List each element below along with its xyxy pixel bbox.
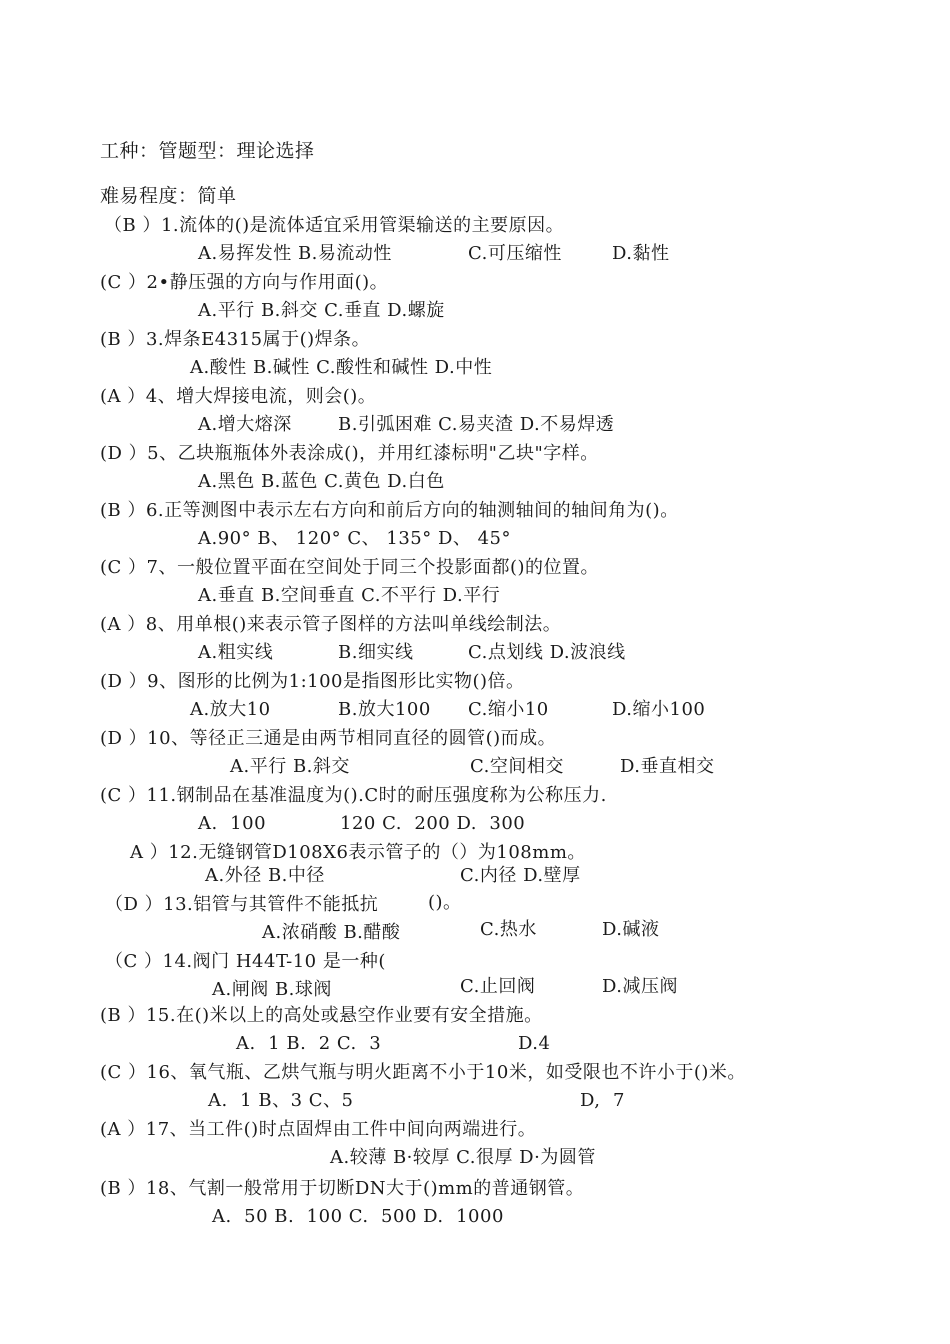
question-option: C.空间相交 bbox=[470, 756, 564, 777]
question-option: A.平行 B.斜交 bbox=[230, 756, 350, 777]
question-stem: (C ）16、氧气瓶、乙烘气瓶与明火距离不小于10米，如受限也不许小于()米。 bbox=[100, 1062, 746, 1083]
question-option: A.较薄 B·较厚 C.很厚 D·为圆管 bbox=[330, 1147, 596, 1168]
question-stem: (D ）5、乙块瓶瓶体外表涂成()，并用红漆标明"乙块"字样。 bbox=[100, 443, 599, 464]
question-option: A.酸性 B.碱性 C.酸性和碱性 D.中性 bbox=[190, 357, 493, 378]
question-stem: (B ）15.在()米以上的高处或悬空作业要有安全措施。 bbox=[100, 1005, 543, 1026]
question-stem: (A ）8、用单根()来表示管子图样的方法叫单线绘制法。 bbox=[100, 614, 562, 635]
question-option: D.黏性 bbox=[612, 243, 670, 264]
question-option: A.闸阀 B.球阀 bbox=[212, 979, 332, 1000]
question-option: A. 1 B. 2 C. 3 bbox=[236, 1033, 382, 1054]
header-title: 工种：管题型：理论选择 bbox=[100, 140, 315, 162]
question-option: C.点划线 D.波浪线 bbox=[468, 642, 626, 663]
question-stem: (D ）9、图形的比例为1:100是指图形比实物()倍。 bbox=[100, 671, 525, 692]
question-option: 120 C. 200 D. 300 bbox=[340, 813, 526, 834]
question-stem: （C ）14.阀门 H44T-10 是一种( bbox=[105, 951, 386, 972]
question-option: A.放大10 bbox=[190, 699, 271, 720]
question-stem: (C ）7、一般位置平面在空间处于同三个投影面都()的位置。 bbox=[100, 557, 600, 578]
question-option: A. 1 B、3 C、5 bbox=[208, 1090, 354, 1111]
question-stem-tail: ()。 bbox=[428, 892, 462, 913]
question-option: A.垂直 B.空间垂直 C.不平行 D.平行 bbox=[198, 585, 501, 606]
question-option: D.垂直相交 bbox=[620, 756, 715, 777]
question-stem: （B ）1.流体的()是流体适宜采用管渠输送的主要原因。 bbox=[104, 215, 565, 236]
question-option: B.细实线 bbox=[338, 642, 414, 663]
question-option: D.缩小100 bbox=[612, 699, 706, 720]
question-stem: (C ）11.钢制品在基准温度为().C时的耐压强度称为公称压力. bbox=[100, 785, 607, 806]
question-option: D.碱液 bbox=[602, 919, 660, 940]
question-stem: (B ）18、气割一般常用于切断DN大于()mm的普通钢管。 bbox=[100, 1178, 585, 1199]
question-stem: A ）12.无缝钢管D108X6表示管子的（）为108mm。 bbox=[130, 842, 586, 863]
question-stem: (A ）17、当工件()时点固焊由工件中间向两端进行。 bbox=[100, 1119, 537, 1140]
question-option: C.热水 bbox=[480, 919, 537, 940]
question-option: A.平行 B.斜交 C.垂直 D.螺旋 bbox=[198, 300, 445, 321]
question-option: D.减压阀 bbox=[602, 976, 679, 997]
question-option: A. 50 B. 100 C. 500 D. 1000 bbox=[212, 1206, 504, 1227]
question-option: A.增大熔深 bbox=[198, 414, 292, 435]
question-option: B.引弧困难 C.易夹渣 D.不易焊透 bbox=[338, 414, 615, 435]
question-option: D, 7 bbox=[580, 1090, 625, 1111]
question-option: C.缩小10 bbox=[468, 699, 549, 720]
question-option: A.粗实线 bbox=[198, 642, 274, 663]
question-stem: (A ）4、增大焊接电流，则会()。 bbox=[100, 386, 377, 407]
question-stem: (B ）6.正等测图中表示左右方向和前后方向的轴测轴间的轴间角为()。 bbox=[100, 500, 679, 521]
question-option: A.易挥发性 B.易流动性 bbox=[198, 243, 392, 264]
question-option: D.4 bbox=[518, 1033, 551, 1054]
question-option: C.可压缩性 bbox=[468, 243, 562, 264]
question-stem: (D ）10、等径正三通是由两节相同直径的圆管()而成。 bbox=[100, 728, 557, 749]
difficulty-label: 难易程度：简单 bbox=[100, 185, 237, 207]
question-option: A.黑色 B.蓝色 C.黄色 D.白色 bbox=[198, 471, 445, 492]
question-option: C.止回阀 bbox=[460, 976, 536, 997]
question-option: C.内径 D.壁厚 bbox=[460, 865, 581, 886]
question-option: A.外径 B.中径 bbox=[205, 865, 325, 886]
question-stem: （D ）13.铝管与其管件不能抵抗 bbox=[105, 894, 379, 915]
question-stem: (C ）2•静压强的方向与作用面()。 bbox=[100, 272, 389, 293]
question-option: A.浓硝酸 B.醋酸 bbox=[262, 922, 401, 943]
question-option: A. 100 bbox=[198, 813, 267, 834]
question-option: B.放大100 bbox=[338, 699, 431, 720]
question-option: A.90° B、 120° C、 135° D、 45° bbox=[198, 528, 512, 549]
question-stem: (B ）3.焊条E4315属于()焊条。 bbox=[100, 329, 371, 350]
